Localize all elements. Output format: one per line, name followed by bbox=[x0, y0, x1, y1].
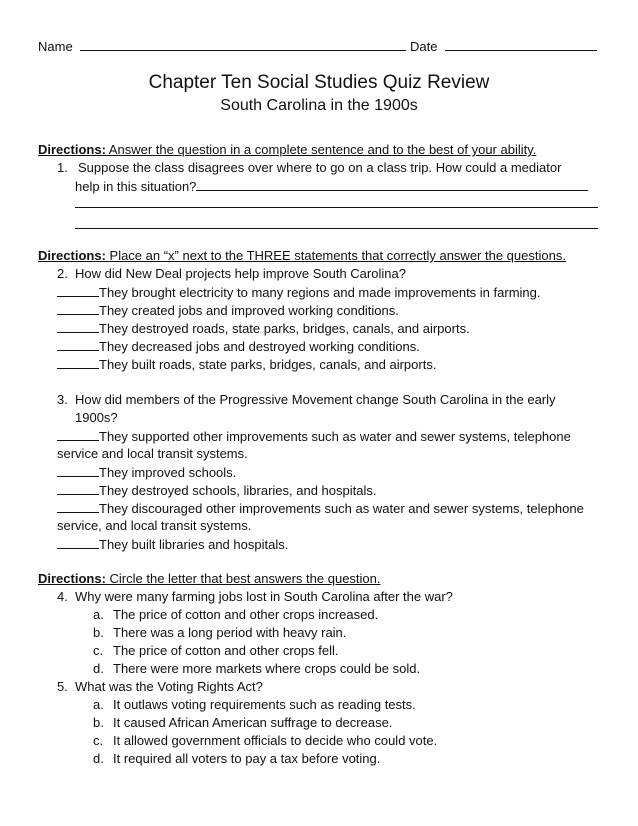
checkbox-option[interactable]: They decreased jobs and destroyed working conditions. bbox=[57, 337, 420, 356]
directions-text: Answer the question in a complete sentence and to the best of your ability. bbox=[105, 142, 537, 157]
directions-1 bbox=[38, 141, 536, 159]
directions-3 bbox=[38, 570, 381, 588]
answer-blank[interactable] bbox=[57, 463, 99, 477]
choice-letter[interactable]: c. bbox=[93, 643, 104, 658]
choice-letter[interactable]: d. bbox=[93, 751, 104, 766]
option-continuation: service and local transit systems. bbox=[57, 446, 248, 461]
name-field[interactable] bbox=[38, 37, 406, 56]
choice-text: The price of cotton and other crops increased. bbox=[113, 607, 379, 622]
question-text: How did members of the Progressive Movement change South Carolina in the early bbox=[75, 392, 556, 407]
answer-blank[interactable] bbox=[57, 481, 99, 495]
answer-blank[interactable] bbox=[57, 427, 99, 441]
directions-label: Directions: bbox=[38, 142, 106, 157]
checkbox-option[interactable]: They improved schools. bbox=[57, 463, 236, 482]
checkbox-option[interactable]: They built roads, state parks, bridges, canals, and airports. bbox=[57, 355, 436, 374]
choice-text: There were more markets where crops could be sold. bbox=[113, 661, 421, 676]
name-label: Name bbox=[38, 39, 73, 54]
date-blank[interactable] bbox=[445, 37, 597, 51]
answer-blank[interactable] bbox=[196, 177, 588, 191]
question-number: 3. bbox=[57, 392, 68, 407]
date-field[interactable] bbox=[410, 37, 597, 56]
answer-blank[interactable] bbox=[57, 301, 99, 315]
directions-text: Place an “x” next to the THREE statements that correctly answer the questions. bbox=[105, 248, 566, 263]
question-number: 5. bbox=[57, 679, 68, 694]
choice-text: The price of cotton and other crops fell. bbox=[113, 643, 339, 658]
choice-letter[interactable]: a. bbox=[93, 607, 104, 622]
answer-blank[interactable] bbox=[57, 355, 99, 369]
checkbox-option[interactable]: They supported other improvements such as water and sewer systems, telephone bbox=[57, 427, 571, 446]
question-text: How did New Deal projects help improve South Carolina? bbox=[75, 266, 406, 281]
directions-label: Directions: bbox=[38, 571, 106, 586]
directions-label: Directions: bbox=[38, 248, 106, 263]
question-number: 1. bbox=[57, 160, 68, 175]
question-text-line: help in this situation? bbox=[75, 177, 588, 196]
answer-blank[interactable] bbox=[57, 535, 99, 549]
name-blank[interactable] bbox=[80, 37, 406, 51]
answer-blank[interactable] bbox=[57, 337, 99, 351]
checkbox-option[interactable]: They brought electricity to many regions and made improvements in farming. bbox=[57, 283, 540, 302]
question-text-line: 1900s? bbox=[75, 410, 118, 425]
choice-text: It allowed government officials to decide who could vote. bbox=[113, 733, 438, 748]
directions-2 bbox=[38, 247, 566, 265]
answer-blank[interactable] bbox=[57, 319, 99, 333]
checkbox-option[interactable]: They created jobs and improved working conditions. bbox=[57, 301, 399, 320]
question-number: 2. bbox=[57, 266, 68, 281]
question-text: Suppose the class disagrees over where to go on a class trip. How could a mediator bbox=[78, 160, 562, 175]
choice-text: It required all voters to pay a tax before voting. bbox=[113, 751, 381, 766]
page-subtitle: South Carolina in the 1900s bbox=[220, 97, 418, 114]
question-text: Why were many farming jobs lost in South Carolina after the war? bbox=[75, 589, 453, 604]
page-title: Chapter Ten Social Studies Quiz Review bbox=[148, 72, 490, 93]
checkbox-option[interactable]: They destroyed schools, libraries, and hospitals. bbox=[57, 481, 376, 500]
checkbox-option[interactable]: They destroyed roads, state parks, bridges, canals, and airports. bbox=[57, 319, 470, 338]
question-number: 4. bbox=[57, 589, 68, 604]
answer-blank[interactable] bbox=[57, 283, 99, 297]
choice-text: There was a long period with heavy rain. bbox=[113, 625, 347, 640]
checkbox-option[interactable]: They built libraries and hospitals. bbox=[57, 535, 288, 554]
answer-line[interactable] bbox=[75, 207, 598, 208]
choice-text: It outlaws voting requirements such as reading tests. bbox=[113, 697, 416, 712]
choice-letter[interactable]: d. bbox=[93, 661, 104, 676]
answer-line[interactable] bbox=[75, 228, 598, 229]
date-label: Date bbox=[410, 39, 438, 54]
choice-letter[interactable]: b. bbox=[93, 715, 104, 730]
directions-text: Circle the letter that best answers the question. bbox=[105, 571, 381, 586]
choice-text: It caused African American suffrage to decrease. bbox=[113, 715, 393, 730]
choice-letter[interactable]: a. bbox=[93, 697, 104, 712]
choice-letter[interactable]: c. bbox=[93, 733, 104, 748]
question-text: What was the Voting Rights Act? bbox=[75, 679, 263, 694]
checkbox-option[interactable]: They discouraged other improvements such as water and sewer systems, telephone bbox=[57, 499, 584, 518]
choice-letter[interactable]: b. bbox=[93, 625, 104, 640]
answer-blank[interactable] bbox=[57, 499, 99, 513]
option-continuation: service, and local transit systems. bbox=[57, 518, 252, 533]
